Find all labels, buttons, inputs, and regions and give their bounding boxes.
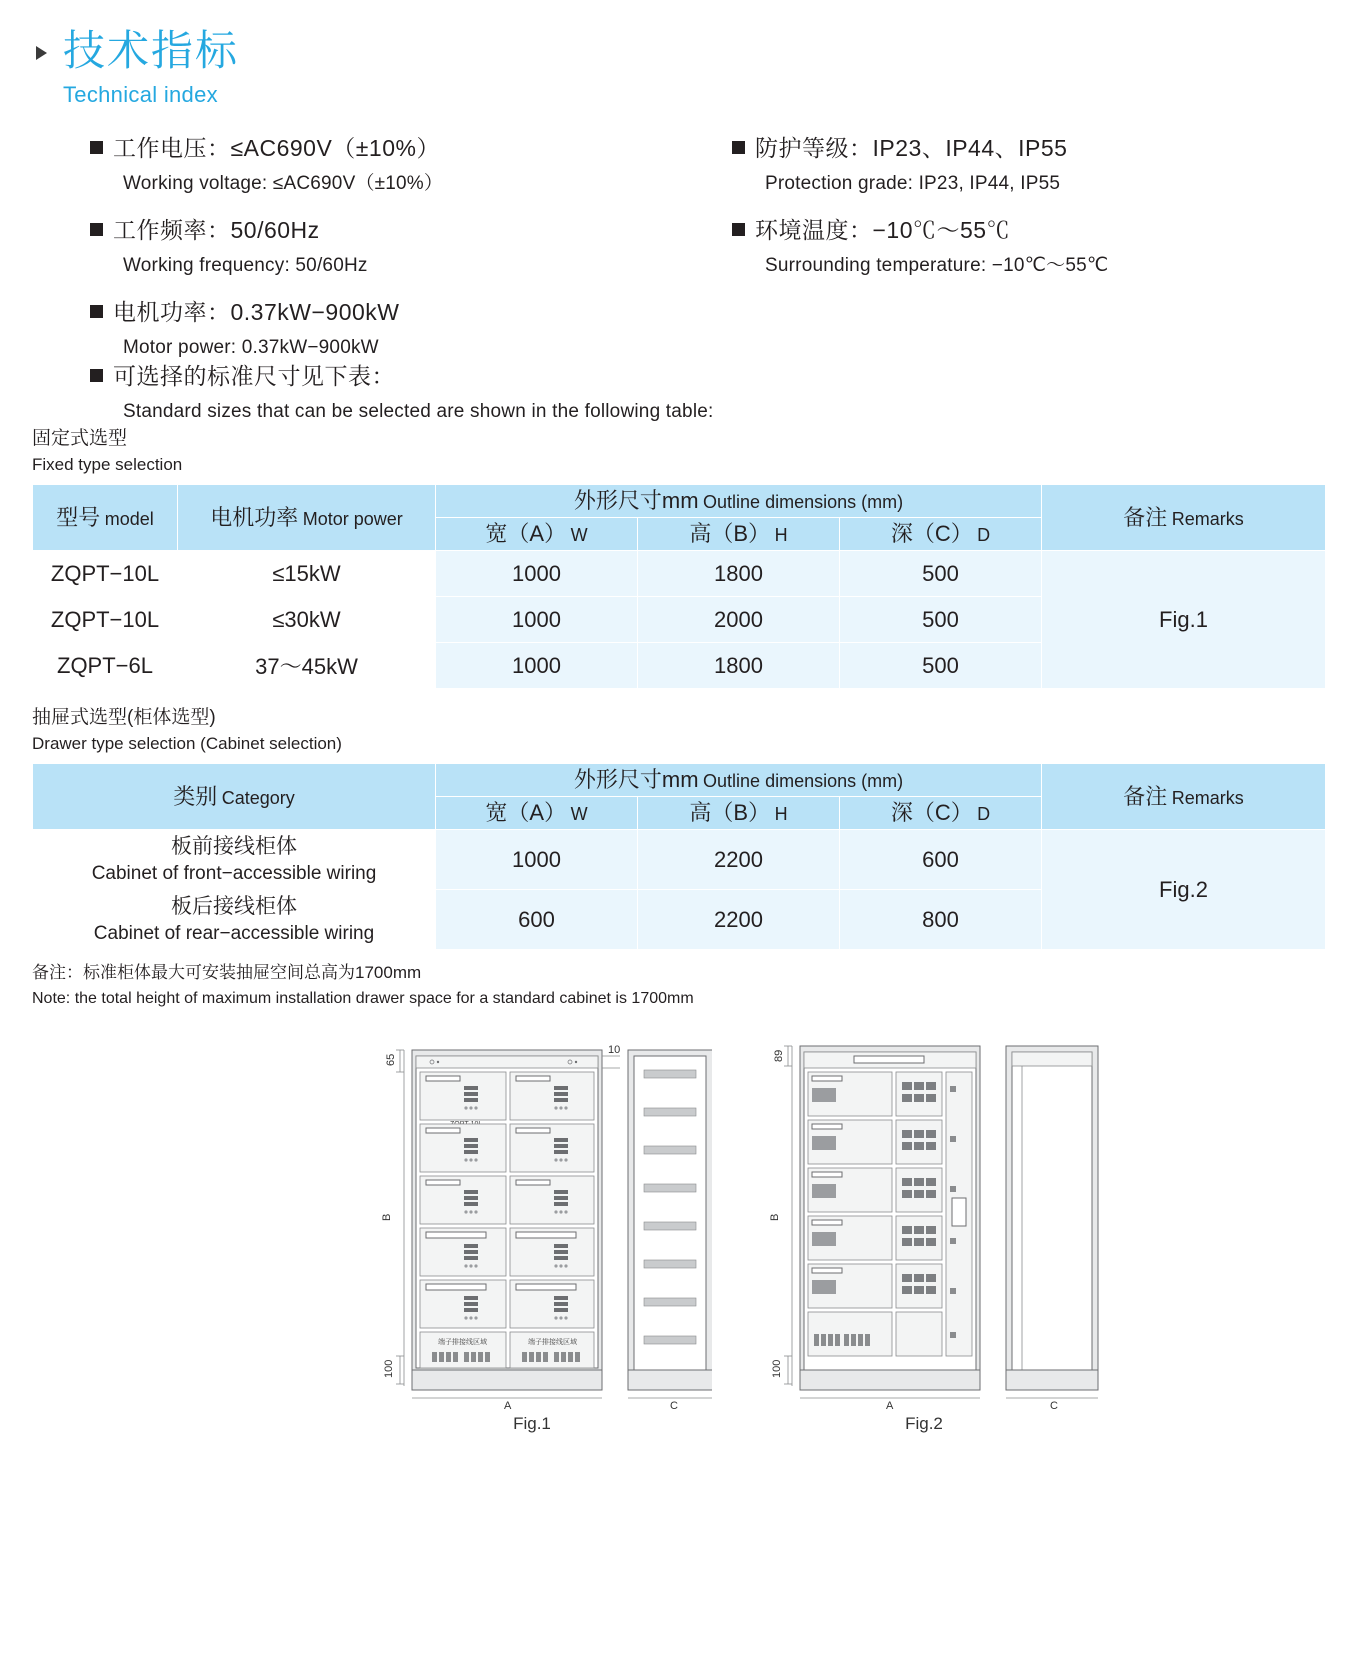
th-remarks-en: Remarks [1171,508,1244,529]
th-depth-en: D [977,804,991,825]
spec-text-cn: 工作频率：50/60Hz [113,217,320,244]
th-depth-cn: 深（C） [890,800,973,826]
spec-item [90,132,710,164]
svg-text:C: C [1050,1400,1058,1413]
table2-label [32,705,1325,756]
fixed-type-table [32,484,1326,689]
spec-text-cn: 工作电压：≤AC690V（±10%） [113,135,440,162]
spec-text-cn: 电机功率：0.37kW−900kW [113,299,400,326]
cell-width: 1000 [436,597,638,643]
note-cn: 备注：标准柜体最大可安装抽屉空间总高为1700mm [32,963,422,983]
cell-height: 1800 [638,551,840,597]
th-outline-dimensions [436,485,1042,518]
cell-width: 600 [436,890,638,950]
th-height-en: H [774,804,788,825]
cell-power: ≤30kW [178,597,436,643]
figure-1-caption: Fig.1 [513,1414,551,1434]
cell-model: ZQPT−6L [33,643,178,689]
th-remarks-cn: 备注 [1123,504,1168,530]
svg-text:端子排接线区域: 端子排接线区域 [528,1339,577,1347]
spec-text-cn: 环境温度：−10℃～55℃ [755,217,1011,244]
th-depth [840,797,1042,830]
table-header-row [33,764,1326,797]
svg-text:C: C [670,1400,678,1413]
cell-category-cn: 板后接线柜体 [171,894,297,918]
table-note [32,960,1325,1012]
square-bullet-icon [732,223,745,236]
svg-text:A: A [886,1400,894,1413]
th-depth [840,518,1042,551]
th-power-en: Motor power [302,508,403,529]
spec-text-en: Motor power: 0.37kW−900kW [123,337,379,359]
table1-label-cn: 固定式选型 [32,428,128,450]
th-outline-dimensions [436,764,1042,797]
spec-item [90,214,710,246]
cell-category-en: Cabinet of front−accessible wiring [91,862,377,884]
title-chinese: 技术指标 [63,27,240,74]
square-bullet-icon [90,305,103,318]
cell-category [33,890,436,950]
th-remarks-cn: 备注 [1123,783,1168,809]
cell-height: 2200 [638,830,840,890]
cell-depth: 500 [840,551,1042,597]
spec-text-en: Standard sizes that can be selected are shown in the following table: [123,401,714,423]
square-bullet-icon [90,141,103,154]
th-height-en: H [774,525,788,546]
note-en: Note: the total height of maximum installation drawer space for a standard cabinet is 1700mm [32,990,694,1008]
figure-1 [352,1026,712,1434]
svg-text:B: B [769,1213,781,1222]
figure-1-drawing [352,1026,712,1416]
cell-model: ZQPT−10L [33,597,178,643]
th-width [436,797,638,830]
th-outline-cn: 外形尺寸mm [573,767,699,793]
cell-category-cn: 板前接线柜体 [171,834,297,858]
th-outline-cn: 外形尺寸mm [573,488,699,514]
spec-item [90,360,710,392]
th-depth-en: D [977,525,991,546]
spec-item [732,214,1352,246]
table-row [33,830,1326,890]
spec-text-en: Surrounding temperature: −10℃～55℃ [765,255,1109,277]
table-header-row [33,485,1326,518]
figure-2 [744,1026,1104,1434]
th-width-cn: 宽（A） [485,800,567,826]
th-width-cn: 宽（A） [485,521,567,547]
cell-depth: 800 [840,890,1042,950]
th-height [638,518,840,551]
svg-text:65: 65 [385,1053,397,1067]
svg-text:89: 89 [773,1049,785,1063]
th-model-cn: 型号 [56,504,101,530]
th-width-en: W [570,804,588,825]
spec-text-cn: 防护等级：IP23、IP44、IP55 [755,135,1068,162]
square-bullet-icon [90,369,103,382]
th-outline-en: Outline dimensions (mm) [703,771,904,792]
th-motor-power [178,485,436,551]
th-height-cn: 高（B） [689,800,771,826]
spec-text-en: Working voltage: ≤AC690V（±10%） [123,173,444,195]
table2-label-cn: 抽屉式选型(柜体选型) [32,707,216,729]
th-power-cn: 电机功率 [210,504,299,530]
svg-text:100: 100 [771,1359,783,1379]
cell-category [33,830,436,890]
title-english: Technical index [63,82,218,108]
cell-power: 37～45kW [178,643,436,689]
svg-text:A: A [504,1400,512,1413]
figure-2-drawing [744,1026,1104,1416]
cell-remark: Fig.2 [1042,830,1326,950]
spec-item-table-intro [90,360,714,442]
page-title [32,0,1325,74]
spec-list [32,132,1325,422]
table-row [33,551,1326,597]
spec-column-left [90,132,710,378]
cell-model: ZQPT−10L [33,551,178,597]
table1-label-en: Fixed type selection [32,455,183,475]
figure-area [32,1026,1325,1446]
spec-item [732,132,1352,164]
cell-depth: 600 [840,830,1042,890]
square-bullet-icon [90,223,103,236]
cell-width: 1000 [436,643,638,689]
spec-text-en: Protection grade: IP23, IP44, IP55 [765,173,1061,195]
cell-height: 2000 [638,597,840,643]
th-category-cn: 类别 [173,783,218,809]
drawer-type-table [32,763,1326,950]
th-model [33,485,178,551]
th-height-cn: 高（B） [689,521,771,547]
svg-text:100: 100 [383,1359,395,1379]
cell-depth: 500 [840,597,1042,643]
th-width-en: W [570,525,588,546]
figure-2-caption: Fig.2 [905,1414,943,1434]
cell-power: ≤15kW [178,551,436,597]
th-height [638,797,840,830]
th-category-en: Category [221,787,295,808]
table2-label-en: Drawer type selection (Cabinet selection) [32,734,342,754]
th-model-en: model [104,508,154,529]
th-outline-en: Outline dimensions (mm) [703,492,904,513]
spec-text-cn: 可选择的标准尺寸见下表： [113,363,395,390]
cell-category-en: Cabinet of rear−accessible wiring [93,922,375,944]
square-bullet-icon [732,141,745,154]
th-category [33,764,436,830]
cell-width: 1000 [436,551,638,597]
svg-text:B: B [381,1213,393,1222]
cell-width: 1000 [436,830,638,890]
spec-column-right [732,132,1352,296]
cell-height: 1800 [638,643,840,689]
cell-remark: Fig.1 [1042,551,1326,689]
th-remarks [1042,485,1326,551]
svg-text:10: 10 [608,1044,621,1057]
triangle-bullet-icon [36,46,47,60]
svg-text:端子排接线区域: 端子排接线区域 [438,1339,487,1347]
spec-item [90,296,710,328]
th-depth-cn: 深（C） [890,521,973,547]
th-remarks-en: Remarks [1171,787,1244,808]
spec-text-en: Working frequency: 50/60Hz [123,255,368,277]
cell-height: 2200 [638,890,840,950]
th-width [436,518,638,551]
th-remarks [1042,764,1326,830]
cell-depth: 500 [840,643,1042,689]
